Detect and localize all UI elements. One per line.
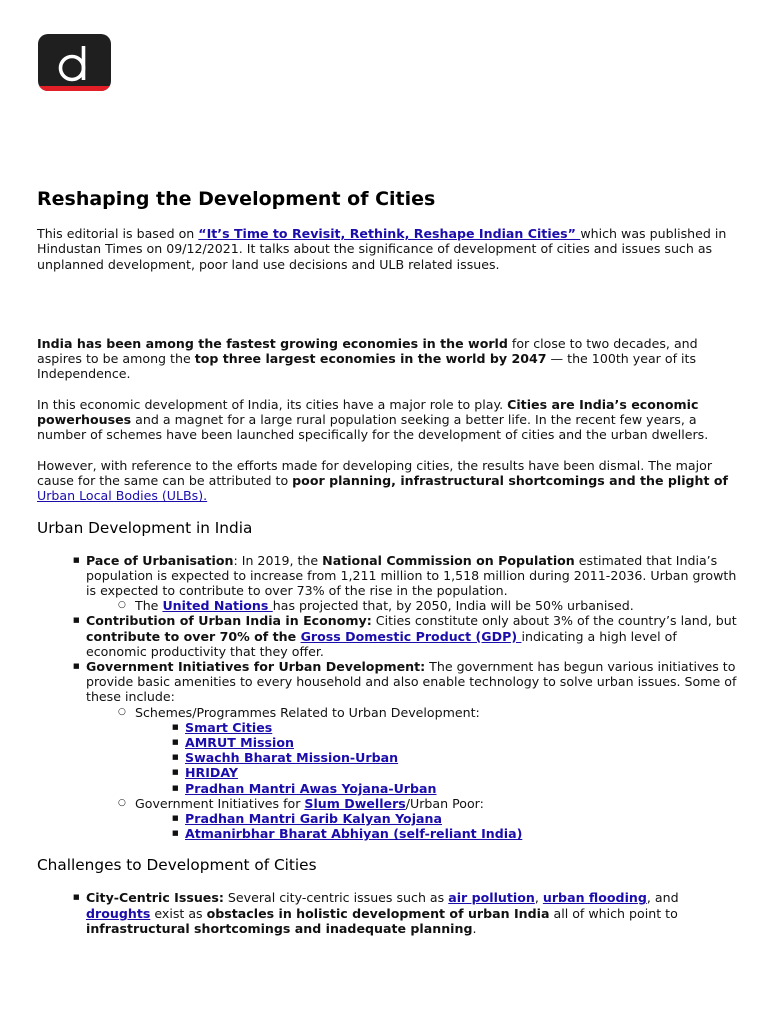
list-item [185, 735, 737, 750]
bold-contribute: contribute to over 70% of the [86, 628, 301, 644]
bold-poor-planning: poor planning, infrastructural shortcomings and the plight of [292, 472, 729, 488]
bold-top-three: top three largest economies in the world by 2047 [194, 351, 547, 367]
urban-flooding-link[interactable]: urban flooding [542, 890, 647, 906]
list-item-city-centric [37, 890, 737, 936]
intro-text-2: which was published in Hindustan Times on 09/12/2021. It talks about the significance of development of cities and issues such as unplanned development, poor land use decisions and ULB related issues. [37, 226, 727, 272]
label-pace: Pace of Urbanisation [86, 552, 234, 568]
paragraph-dismal [37, 458, 737, 504]
hriday-link[interactable]: HRIDAY [185, 765, 239, 781]
label-city-centric: City-Centric Issues: [86, 890, 224, 906]
air-pollution-link[interactable]: air pollution [448, 890, 535, 906]
list-item [185, 765, 737, 780]
droughts-link[interactable]: droughts [86, 905, 151, 921]
pmay-urban-link[interactable]: Pradhan Mantri Awas Yojana-Urban [185, 780, 437, 796]
text: The [135, 598, 163, 614]
bold-powerhouses: Cities are India’s economic powerhouses [37, 396, 699, 428]
text: indicating a high level of economic productivity that they offer. [86, 628, 677, 659]
paragraph-growth [37, 336, 737, 382]
list-item-govt-initiatives [37, 659, 737, 841]
pmgky-link[interactable]: Pradhan Mantri Garib Kalyan Yojana [185, 811, 442, 827]
list-item-pace [37, 553, 737, 614]
bold-shortcomings: infrastructural shortcomings and inadequate planning [86, 920, 473, 936]
bold-ncp: National Commission on Population [322, 552, 575, 568]
text: /Urban Poor: [405, 795, 484, 811]
text: exist as [150, 905, 207, 921]
intro-paragraph [37, 226, 737, 272]
section-heading-urban-development: Urban Development in India [37, 518, 253, 537]
bold-fastest: India has been among the fastest growing economies in the world [37, 335, 508, 351]
text: In this economic development of India, its cities have a major role to play. [37, 396, 508, 412]
text: Several city-centric issues such as [223, 890, 449, 906]
text: has projected that, by 2050, India will be 50% urbanised. [272, 598, 634, 614]
list-item [185, 826, 737, 841]
intro-text-1: This editorial is based on [37, 226, 199, 241]
swachh-bharat-link[interactable]: Swachh Bharat Mission-Urban [185, 750, 399, 766]
list-item [185, 811, 737, 826]
label-govt-initiatives: Government Initiatives for Urban Development: [86, 658, 426, 674]
amrut-link[interactable]: AMRUT Mission [185, 735, 294, 750]
list-item-contribution [37, 613, 737, 659]
list-item-schemes [135, 705, 737, 796]
text: Government Initiatives for [135, 795, 305, 811]
text: — the 100th year of its Independence. [37, 351, 697, 382]
source-article-link[interactable]: “It’s Time to Revisit, Rethink, Reshape Indian Cities” [198, 226, 581, 241]
list-item [185, 781, 737, 796]
text: However, with reference to the efforts made for developing cities, the results have been dismal. The major cause for the same can be attributed to [37, 457, 713, 488]
paragraph-cities-role [37, 397, 737, 443]
challenges-list [37, 890, 737, 936]
pace-sublist [135, 598, 737, 613]
logo-accent-bar [38, 86, 111, 91]
drishti-logo-icon [38, 34, 111, 91]
drishti-logo[interactable] [38, 34, 111, 91]
text: Schemes/Programmes Related to Urban Development: [135, 704, 480, 720]
text: estimated that India’s population is expected to increase from 1,211 million to 1,518 million during 2011-2036. Urban growth is expected to contribute to over 73% of the rise in the population. [86, 552, 737, 598]
bold-obstacles: obstacles in holistic development of urban India [206, 905, 550, 921]
text: and a magnet for a large rural population seeking a better life. In the recent few years, a number of schemes have been launched specifically for the development of cities and the urban dwellers. [37, 412, 709, 443]
label-contribution: Contribution of Urban India in Economy: [86, 613, 372, 629]
urban-development-list [37, 553, 737, 842]
list-item [185, 720, 737, 735]
schemes-list [185, 720, 737, 796]
smart-cities-link[interactable]: Smart Cities [185, 719, 273, 735]
section-heading-challenges: Challenges to Development of Cities [37, 856, 317, 875]
text: for close to two decades, and aspires to be among the [37, 335, 698, 367]
atmanirbhar-link[interactable]: Atmanirbhar Bharat Abhiyan (self-reliant India) [185, 826, 523, 842]
text: , and [646, 890, 679, 906]
text: Cities constitute only about 3% of the country’s land, but [371, 613, 737, 629]
article [37, 186, 737, 936]
list-item [185, 750, 737, 765]
list-item-slum [135, 796, 737, 842]
govt-sublist [135, 705, 737, 842]
united-nations-link[interactable]: United Nations [162, 598, 273, 614]
text: The government has begun various initiatives to provide basic amenities to every household and also enable technology to solve urban issues. Some of these include: [86, 658, 737, 705]
text: . [472, 920, 477, 936]
page-title: Reshaping the Development of Cities [37, 188, 436, 210]
text: , [534, 890, 543, 906]
ulb-link[interactable]: Urban Local Bodies (ULBs). [37, 488, 208, 504]
text: : In 2019, the [233, 552, 323, 568]
text: all of which point to [549, 905, 678, 921]
list-item-un [135, 598, 737, 613]
slum-list [185, 811, 737, 841]
slum-dwellers-link[interactable]: Slum Dwellers [304, 795, 406, 811]
gdp-link[interactable]: Gross Domestic Product (GDP) [300, 628, 522, 644]
